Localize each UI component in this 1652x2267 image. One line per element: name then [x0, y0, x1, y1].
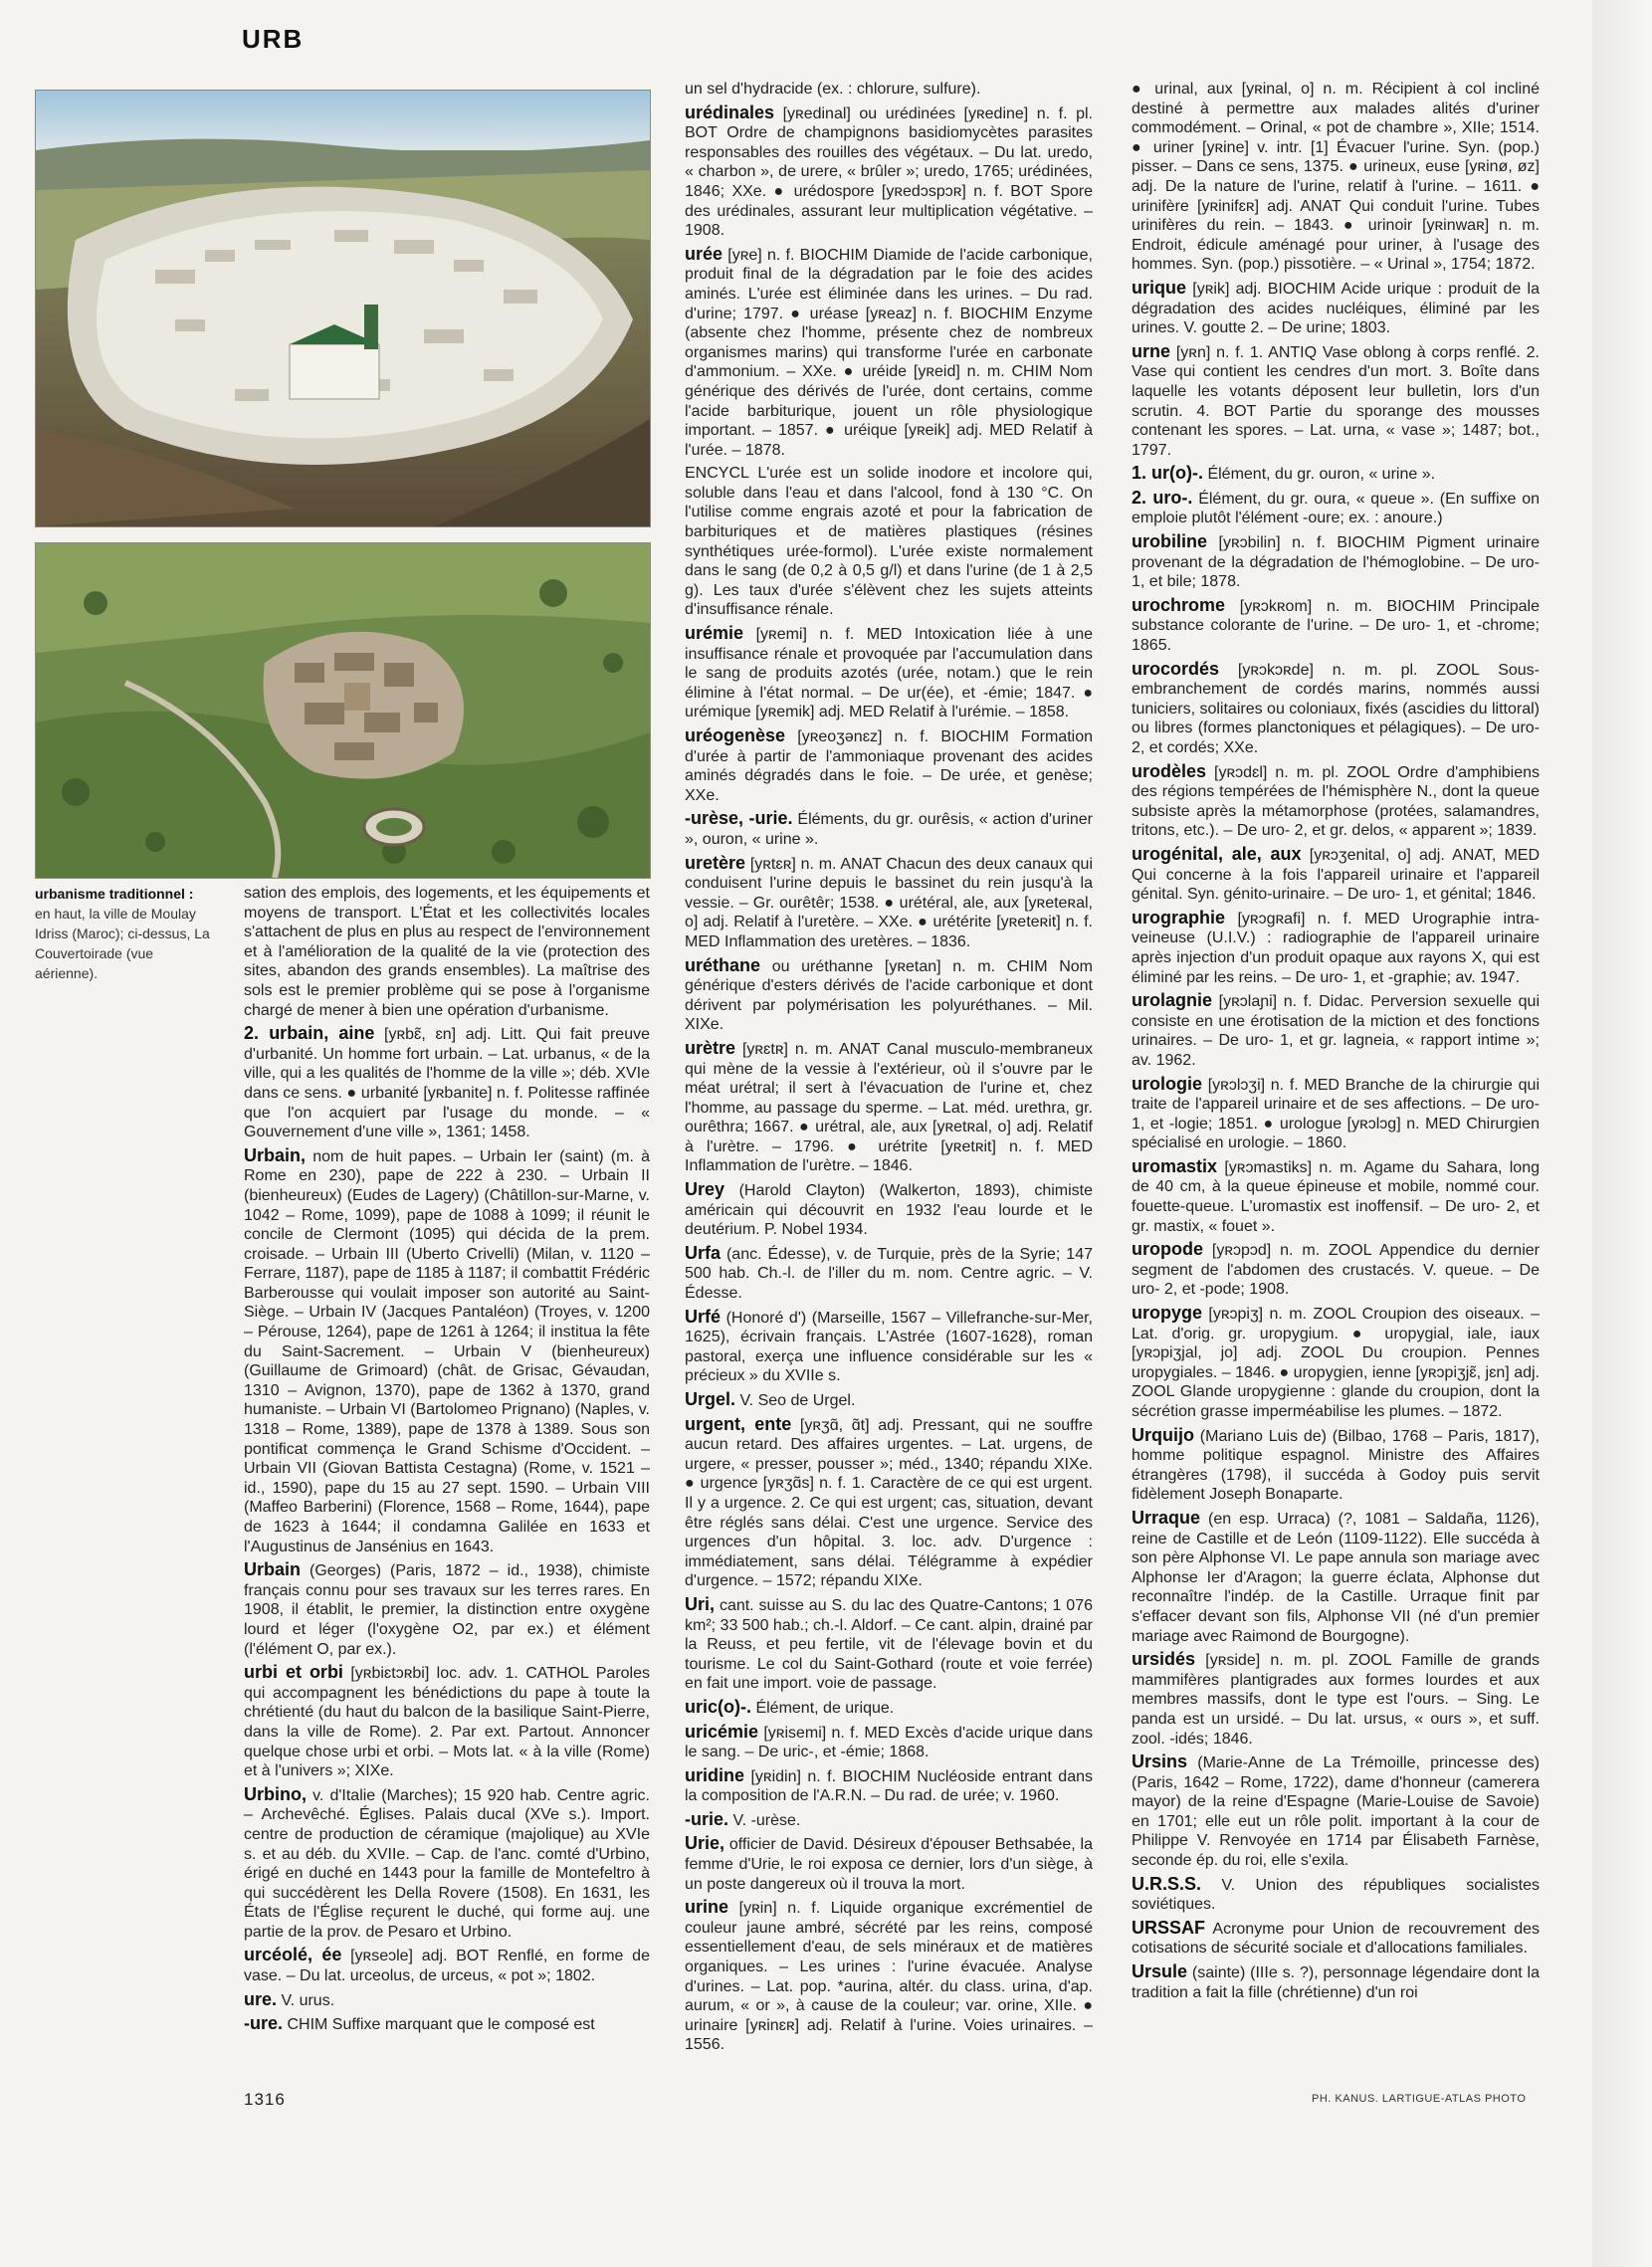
entry-definition: V. urus.	[281, 1991, 335, 2009]
dictionary-entry	[1132, 1509, 1540, 1646]
dictionary-entry	[685, 80, 1093, 100]
entry-definition: Élément, du gr. ouron, « urine ».	[1207, 466, 1436, 484]
entry-headword: uréthane	[685, 954, 761, 975]
dictionary-entry	[685, 809, 1093, 849]
entry-definition: [yʀbiɛtɔʀbi] loc. adv. 1. CATHOL Paroles qui accompagnent les bénédictions du pape à toute la chrétienté (du haut du balcon de la basilique Saint-Pierre, dans la ville de Rome). 2. Par ext. Partout. Annoncer quelque chose urbi et orbi. – Mots lat. « à la ville (Rome) et à l'univers »; XIXe.	[244, 1665, 650, 1780]
entry-headword: urogénital, ale, aux	[1132, 843, 1302, 864]
dictionary-entry	[244, 1560, 650, 1659]
entry-definition: CHIM Suffixe marquant que le composé est	[287, 2016, 595, 2034]
dictionary-entry	[1132, 464, 1540, 485]
caption-title: urbanisme traditionnel :	[35, 886, 194, 902]
dictionary-entry	[1132, 1962, 1540, 2002]
column-3	[1132, 80, 1540, 2006]
entry-headword: uretère	[685, 852, 746, 873]
entry-headword: urcéolé, ée	[244, 1945, 342, 1965]
entry-headword: Urgel.	[685, 1389, 736, 1409]
entry-headword: 2. urbain, aine	[244, 1023, 375, 1044]
dictionary-entry	[685, 624, 1093, 722]
entry-definition: [yʀside] n. m. pl. ZOOL Famille de grands mammifères plantigrades aux formes lourdes et aux membres massifs, dont le type est l'ours. – Sing. Le panda est un ursidé. – Du lat. ursus, « ours », et suff. zool. -idés; 1846.	[1132, 1652, 1540, 1748]
dictionary-entry	[685, 1810, 1093, 1831]
entry-headword: uromastix	[1132, 1155, 1218, 1176]
entry-headword: -ure.	[244, 2013, 284, 2034]
dictionary-entry	[1132, 532, 1540, 592]
entry-definition: (sainte) (IIIe s. ?), personnage légendaire dont la tradition a fait la fille (chrétienne) d'un roi	[1132, 1964, 1540, 2001]
dictionary-entry	[685, 1415, 1093, 1591]
dictionary-entry	[244, 884, 650, 1020]
entry-headword: uropode	[1132, 1239, 1203, 1260]
entry-definition: [yʀemi] n. f. MED Intoxication liée à une insuffisance rénale et provoquée par l'accumulation dans le sang de produits azotés (urée, notam.) que le rein élimine à l'état normal. – De ur(ée), et -émie; 1847. ● urémique [yʀemik] adj. MED Relatif à l'urémie. – 1858.	[685, 626, 1093, 721]
entry-definition: [yʀn] n. f. 1. ANTIQ Vase oblong à corps renflé. 2. Vase qui contient les cendres d'un mort. 3. Boîte dans laquelle les votants déposent leur bulletin, lors d'un scrutin. 4. BOT Partie du sporange des mousses contenant les spores. – Lat. urna, « vase »; 1487; bot., 1797.	[1132, 343, 1541, 459]
entry-headword: U.R.S.S.	[1132, 1873, 1202, 1894]
entry-headword: -urie.	[685, 1808, 729, 1829]
entry-definition: Éléments, du gr. ourêsis, « action d'uriner », ouron, « urine ».	[685, 811, 1093, 848]
entry-definition: v. d'Italie (Marches); 15 920 hab. Centre agric. – Archevêché. Églises. Palais ducal (XVe s.). Import. centre de production de céramique (majolique) au XVIe s. et au déb. du XVIIe. – Cap. de l'anc. comté d'Urbino, érigé en duché en 1443 pour la famille de Montefeltro à qui succédèrent les Della Rovere (1508). En 1631, les États de l'Église reçurent le duché, qui forme auj. une partie de la prov. de Pesaro et Urbino.	[244, 1786, 650, 1941]
dictionary-entry	[685, 103, 1093, 241]
entry-headword: urologie	[1132, 1073, 1202, 1094]
entry-definition: [yʀʒɑ̃, ɑ̃t] adj. Pressant, qui ne souffre aucun retard. Des affaires urgentes. – Lat. urgens, de urgere, « presser, pousser »; méd., 1340; répandu XIXe. ● urgence [yʀʒɑ̃s] n. f. 1. Caractère de ce qui est urgent. Il y a urgence. 2. Ce qui est urgent; cas, situation, devant être réglés sans délai. C'est une urgence. Service des urgences d'un hôpital. 3. loc. adv. D'urgence : immédiatement, sans délai. Télégramme à expédier d'urgence. – 1572; répandu XIXe.	[685, 1416, 1093, 1590]
entry-definition: Élément, du gr. oura, « queue ». (En suffixe on emploie plutôt l'élément -oure; ex. : anoure.)	[1132, 490, 1540, 527]
entry-definition: ou uréthanne [yʀetan] n. m. CHIM Nom générique d'esters dérivés de l'acide carbonique et dont dérivent par polymérisation les polyuréthanes. – Mil. XIXe.	[685, 957, 1093, 1034]
entry-headword: urbi et orbi	[244, 1662, 343, 1683]
entry-definition: [yʀedinal] ou urédinées [yʀedine] n. f. pl. BOT Ordre de champignons basidiomycètes parasites responsables des rouilles des végétaux. – Du lat. uredo, « charbon », de urere, « brûler »; uredo, 1765; urédinées, 1846; XXe. ● urédospore [yʀedɔspɔʀ] n. f. BOT Spore des urédinales, assurant leur multiplication végétative. – 1908.	[685, 104, 1093, 240]
entry-headword: Urbain	[244, 1559, 302, 1580]
entry-definition: [yʀɔkɔʀde] n. m. pl. ZOOL Sous-embranchement de cordés marins, nommés aussi tuniciers, solitaires ou coloniaux, fixés (ascidies du littoral) ou libres (formes planctoniques et pélagiques). – De uro- 2, et cordés; XXe.	[1132, 661, 1540, 756]
dictionary-entry	[685, 1039, 1093, 1176]
dictionary-entry	[244, 1663, 650, 1781]
caption-text: en haut, la ville de Moulay Idriss (Maroc); ci-dessus, La Couvertoirade (vue aérienne).	[35, 906, 210, 981]
dictionary-entry	[244, 1024, 650, 1142]
entry-headword: urémie	[685, 623, 744, 644]
entry-headword: Urbino,	[244, 1783, 307, 1804]
entry-definition: (anc. Édesse), v. de Turquie, près de la Syrie; 147 500 hab. Ch.-l. de l'iller du m. nom. Centre agric. – V. Édesse.	[685, 1245, 1093, 1303]
entry-headword: URSSAF	[1132, 1917, 1206, 1938]
dictionary-entry	[1132, 1426, 1540, 1505]
entry-definition: Acronyme pour Union de recouvrement des cotisations de sécurité sociale et d'allocations familiales.	[1132, 1920, 1540, 1958]
entry-definition: un sel d'hydracide (ex. : chlorure, sulfure).	[685, 81, 981, 98]
entry-headword: uréogenèse	[685, 725, 786, 745]
entry-headword: uridine	[685, 1764, 745, 1785]
entry-headword: urine	[685, 1897, 729, 1918]
entry-headword: Urfé	[685, 1306, 722, 1327]
entry-headword: urolagnie	[1132, 990, 1213, 1011]
dictionary-entry	[685, 1834, 1093, 1894]
entry-headword: 1. ur(o)-.	[1132, 463, 1203, 484]
entry-definition: officier de David. Désireux d'épouser Bethsabée, la femme d'Urie, le roi exposa ce dernier, lors d'un siège, à un poste dangereux où il trouva la mort.	[685, 1836, 1093, 1893]
entry-headword: urobiline	[1132, 531, 1207, 552]
dictionary-entry	[1132, 1875, 1540, 1915]
entry-headword: urochrome	[1132, 594, 1226, 615]
entry-definition: cant. suisse au S. du lac des Quatre-Cantons; 1 076 km²; 33 500 hab.; ch.-l. Aldorf. – Ce cant. alpin, drainé par la Reuss, et peu fertile, vit de l'élevage bovin et du tourisme. Le col du Saint-Gothard (route et voie ferrée) en fait une import. voie de passage.	[685, 1596, 1093, 1693]
entry-headword: urgent, ente	[685, 1413, 792, 1434]
dictionary-entry	[685, 1698, 1093, 1719]
column-1	[244, 884, 650, 2039]
dictionary-entry	[685, 1390, 1093, 1411]
entry-definition: [yʀik] adj. BIOCHIM Acide urique : produit de la dégradation des acides nucléiques, éliminé par les urines. V. goutte 2. – De urine; 1803.	[1132, 280, 1540, 337]
entry-headword: Urie,	[685, 1833, 725, 1854]
entry-headword: ure.	[244, 1988, 278, 2009]
photo-credit: PH. KANUS. LARTIGUE-ATLAS PHOTO	[1312, 2093, 1527, 2105]
entry-definition: V. Seo de Urgel.	[739, 1392, 856, 1409]
dictionary-entry	[1132, 342, 1540, 461]
dictionary-entry	[685, 854, 1093, 952]
dictionary-entry	[244, 1146, 650, 1556]
dictionary-entry	[1132, 1752, 1540, 1871]
entry-headword: uricémie	[685, 1721, 759, 1742]
dictionary-entry	[685, 726, 1093, 805]
dictionary-entry	[685, 1595, 1093, 1694]
entry-definition: [yʀɔmastiks] n. m. Agame du Sahara, long de 40 cm, à la queue épineuse et mobile, nommé cour. fouette-queue. L'uromastix est inoffensif. – De uro- 2, et gr. mastix, « fouet ».	[1132, 1158, 1540, 1235]
photo-la-couvertoirade	[35, 542, 651, 879]
dictionary-entry	[244, 1946, 650, 1985]
entry-headword: Urfa	[685, 1242, 722, 1263]
entry-definition: [yʀisemi] n. f. MED Excès d'acide urique dans le sang. – De uric-, et -émie; 1868.	[685, 1724, 1093, 1761]
entry-headword: -urèse, -urie.	[685, 808, 793, 829]
entry-headword: ursidés	[1132, 1649, 1196, 1670]
dictionary-entry	[1132, 660, 1540, 758]
entry-headword: urocordés	[1132, 658, 1220, 679]
entry-headword: Urey	[685, 1179, 725, 1200]
entry-definition: [yʀseɔle] adj. BOT Renflé, en forme de vase. – Du lat. urceolus, de urceus, « pot »; 1802.	[244, 1948, 650, 1985]
entry-headword: Urquijo	[1132, 1424, 1194, 1445]
running-head: URB	[242, 24, 305, 54]
entry-definition: [yʀɔkʀom] n. m. BIOCHIM Principale substance colorante de l'urine. – De uro- 1, et -chrome; 1865.	[1132, 597, 1541, 655]
dictionary-entry	[1132, 1240, 1540, 1300]
entry-definition: ● urinal, aux [yʀinal, o] n. m. Récipient à col incliné destiné à permettre aux malades alités d'uriner commodément. – Orinal, « pot de chambre », XIIe; 1514. ● uriner [yʀine] v. intr. [1] Évacuer l'urine. Syn. (pop.) pisser. – Dans ce sens, 1375. ● urineux, euse [yʀinø, øz] adj. De la nature de l'urine, relatif à l'urine. – 1611. ● urinifère [yʀinifɛʀ] adj. ANAT Qui conduit l'urine. Tubes urinifères du rein. – 1843. ● urinoir [yʀinwaʀ] n. m. Endroit, édicule aménagé pour uriner, à l'usage des hommes. Syn. (pop.) pissotière. – « Urinal », 1754; 1872.	[1132, 81, 1540, 274]
entry-definition: (Mariano Luis de) (Bilbao, 1768 – Paris, 1817), homme politique espagnol. Ministre des Affaires étrangères (1798), il succéda à Godoy puis servit fidèlement Joseph Bonaparte.	[1132, 1427, 1540, 1504]
entry-definition: (Georges) (Paris, 1872 – id., 1938), chimiste français connu pour ses travaux sur les terres rares. En 1908, il établit, le premier, la distinction entre oxygène lourd et léger (l'oxygène O2, par ex.) et élément (l'élément O, par ex.).	[244, 1562, 650, 1658]
entry-headword: Ursins	[1132, 1752, 1188, 1772]
entry-definition: V. -urèse.	[732, 1811, 801, 1829]
entry-headword: urique	[1132, 277, 1187, 298]
dictionary-entry	[1132, 909, 1540, 987]
dictionary-entry	[685, 1723, 1093, 1762]
entry-headword: uropyge	[1132, 1303, 1203, 1324]
dictionary-entry	[685, 1898, 1093, 2055]
entry-definition: [yʀɛtʀ] n. m. ANAT Canal musculo-membraneux qui mène de la vessie à l'extérieur, où il s'ouvre par le méat urétral; il sert à l'évacuation de l'urine et, chez l'homme, au passage du sperme. – Lat. méd. urethra, gr. ourêthra; 1667. ● urétral, ale, aux [yʀetʀal, o] adj. Relatif à l'urètre. – 1796. ● urétrite [yʀetʀit] n. f. MED Inflammation de l'urètre. – 1846.	[685, 1040, 1093, 1175]
dictionary-entry	[244, 2014, 650, 2035]
entry-definition: nom de huit papes. – Urbain Ier (saint) (m. à Rome en 230), pape de 222 à 230. – Urbain II (bienheureux) (Eudes de Lagery) (Châtillon-sur-Marne, v. 1042 – Rome, 1099), pape de 1088 à 1099; il réunit le concile de Clermont (1095) qui décida de la prem. croisade. – Urbain III (Uberto Crivelli) (Milan, v. 1120 – Ferrare, 1187), pape de 1185 à 1187; il combattit Frédéric Barberousse qui voulait imposer son autorité au Saint-Siège. – Urbain IV (Jacques Pantaléon) (Troyes, v. 1200 – Pérouse, 1264), pape de 1261 à 1264; il institua la fête du Saint-Sacrement. – Urbain V (bienheureux) (Guillaume de Grimoard) (chât. de Grisac, Gévaudan, 1310 – Avignon, 1370), pape de 1362 à 1370, grand humaniste. – Urbain VI (Bartolomeo Prignano) (Naples, v. 1318 – Rome, 1389), pape de 1378 à 1389. Sous son pontificat commença le Grand Schisme d'Occident. – Urbain VII (Giovan Battista Cestagna) (Rome, v. 1521 – id., 1590), pape du 15 au 27 sept. 1590. – Urbain VIII (Maffeo Barberini) (Florence, 1568 – Rome, 1644), pape de 1623 à 1644; il condamna Galilée en 1633 et l'Augustinus de Jansénius en 1643.	[244, 1147, 651, 1555]
dictionary-entry	[1132, 489, 1540, 528]
entry-definition: (Marie-Anne de La Trémoille, princesse des) (Paris, 1642 – Rome, 1722), dame d'honneur (camerera mayor) de la reine d'Espagne (Marie-Louise de Savoie) en 1701; elle eut un rôle polit. important à la cour de Philippe V. Renvoyée en 1714 par Élisabeth Farnèse, seconde ép. du roi, elle s'exila.	[1132, 1754, 1540, 1870]
page-edge	[1592, 0, 1652, 2267]
entry-definition: [yʀɔlɔʒi] n. f. MED Branche de la chirurgie qui traite de l'appareil urinaire et de ses affections. – De uro- 1, et -logie; 1851. ● urologue [yʀɔlɔg] n. MED Chirurgien spécialisé en urologie. – 1860.	[1132, 1076, 1540, 1152]
entry-definition: [yʀbɛ̃, ɛn] adj. Litt. Qui fait preuve d'urbanité. Un homme fort urbain. – Lat. urbanus, « de la ville, qui a les qualités de l'homme de la ville »; déb. XVIe dans ce sens. ● urbanité [yʀbanite] n. f. Politesse raffinée que l'on acquiert par l'usage du monde. – « Gouvernement d'une ville », 1361; 1458.	[244, 1026, 650, 1141]
entry-headword: uric(o)-.	[685, 1696, 751, 1717]
entry-definition: [yʀɔlaɲi] n. f. Didac. Perversion sexuelle qui consiste en une érotisation de la miction et des fonctions urinaires. – De uro- 1, et gr. lagneia, « rapport intime »; av. 1962.	[1132, 993, 1541, 1069]
entry-headword: Uri,	[685, 1593, 716, 1614]
entry-definition: [yʀe] n. f. BIOCHIM Diamide de l'acide carbonique, produit final de la dégradation par le foie des acides aminés. L'urée est éliminée dans les urines. – Du rad. d'urine; 1797. ● uréase [yʀeaz] n. f. BIOCHIM Enzyme (absente chez l'homme, présente chez de nombreux organismes marins) qui transforme l'urée en carbonate d'ammonium. – XXe. ● uréide [yʀeid] n. m. CHIM Nom générique des dérivés de l'urée, dont certains, comme l'acide barbiturique, jouent un rôle physiologique important. – 1857. ● uréique [yʀeik] adj. MED Relatif à l'urée. – 1878.	[685, 246, 1093, 459]
entry-headword: urètre	[685, 1037, 736, 1058]
entry-definition: (Harold Clayton) (Walkerton, 1893), chimiste américain qui découvrit en 1932 l'eau lourde et le deutérium. P. Nobel 1934.	[685, 1182, 1093, 1239]
dictionary-entry	[1132, 762, 1540, 841]
dictionary-entry	[1132, 80, 1540, 275]
dictionary-entry	[685, 464, 1093, 620]
entry-definition: [yʀɔgʀafi] n. f. MED Urographie intra-veineuse (U.I.V.) : radiographie de l'appareil urinaire après injection d'un produit opaque aux rayons X, qui est éliminé par les reins. – De uro- 1, et -graphie; av. 1947.	[1132, 910, 1541, 986]
entry-definition: [yʀɔpɔd] n. m. ZOOL Appendice du dernier segment de l'abdomen des crustacés. V. queue. – De uro- 2, et -pode; 1908.	[1132, 1242, 1540, 1299]
entry-headword: Urraque	[1132, 1507, 1201, 1528]
dictionary-entry	[1132, 1650, 1540, 1749]
entry-definition: [yʀeoʒənɛz] n. f. BIOCHIM Formation d'urée à partir de l'ammoniaque provenant des acides aminés dégradés dans le foie. – De urée, et genèse; XXe.	[685, 728, 1094, 804]
page-number: 1316	[244, 2090, 286, 2109]
entry-definition: Élément, de urique.	[755, 1699, 895, 1717]
entry-headword: Ursule	[1132, 1961, 1188, 1982]
entry-definition: (en esp. Urraca) (?, 1081 – Saldaña, 1126), reine de Castille et de León (1109-1122). Elle succéda à son père Alphonse VI. Le pape annula son mariage avec Alphonse Ier d'Aragon; la guerre éclata, Alphonse dut reconnaître l'indép. de la Castille. Urraque finit par s'effacer devant son fils, Alphonse VII (né d'un premier mariage avec Raimond de Bourgogne).	[1132, 1510, 1540, 1645]
column-2	[685, 80, 1093, 2059]
entry-definition: [yʀɔpiʒ] n. m. ZOOL Croupion des oiseaux. – Lat. d'orig. gr. uropygium. ● uropygial, iale, iaux [yʀɔpiʒjal, jo] adj. ZOOL Du croupion. Pennes uropygiales. – 1846. ● uropygien, ienne [yʀɔpiʒjɛ̃, jɛn] adj. ZOOL Glande uropygienne : glande du croupion, dont la sécrétion grasse imperméabilise les plumes. – 1872.	[1132, 1306, 1540, 1420]
dictionary-entry	[244, 1785, 650, 1943]
dictionary-entry	[685, 1244, 1093, 1304]
photo-caption	[35, 884, 214, 983]
dictionary-entry	[685, 245, 1093, 461]
dictionary-entry	[685, 1308, 1093, 1386]
dictionary-entry	[1132, 845, 1540, 905]
entry-definition: [yʀɔdɛl] n. m. pl. ZOOL Ordre d'amphibiens des régions tempérées de l'hémisphère N., dont la queue subsiste après la métamorphose (protées, salamandres, tritons, etc.). – De uro- 2, et gr. delos, « apparent »; 1839.	[1132, 763, 1540, 840]
entry-definition: (Honoré d') (Marseille, 1567 – Villefranche-sur-Mer, 1625), écrivain français. L'Astrée (1607-1628), roman pastoral, exerça une influence considérable sur les « précieux » du XVIIe s.	[685, 1309, 1094, 1385]
entry-definition: [yʀɔʒenital, o] adj. ANAT, MED Qui concerne à la fois l'appareil urinaire et l'appareil génital. Syn. génito-urinaire. – De uro- 1, et génital; 1846.	[1132, 846, 1541, 904]
entry-definition: [yʀin] n. f. Liquide organique excrémentiel de couleur jaune ambré, sécrété par les reins, composé essentiellement d'eau, de sels minéraux et de matières organiques. – Les urines : l'urine évacuée. Analyse d'urines. – Lat. pop. *aurina, altér. du class. urina, d'ap. aurum, « or », à cause de la couleur; var. orine, XIIe. ● urinaire [yʀinɛʀ] adj. Relatif à l'urine. Voies urinaires. – 1556.	[685, 1900, 1093, 2054]
dictionary-entry	[685, 1766, 1093, 1806]
dictionary-entry	[685, 956, 1093, 1035]
dictionary-entry	[685, 1180, 1093, 1240]
dictionary-entry	[1132, 1157, 1540, 1236]
entry-definition: [yʀɔbilin] n. f. BIOCHIM Pigment urinaire provenant de la dégradation de l'hémoglobine. – De uro- 1, et bile; 1878.	[1132, 534, 1540, 591]
entry-definition: [yʀidin] n. f. BIOCHIM Nucléoside entrant dans la composition de l'A.R.N. – Du rad. de urée; v. 1960.	[685, 1767, 1093, 1805]
dictionary-entry	[1132, 1304, 1540, 1422]
dictionary-entry	[1132, 596, 1540, 656]
entry-headword: urne	[1132, 340, 1171, 361]
entry-headword: urédinales	[685, 102, 775, 122]
dictionary-entry	[1132, 279, 1540, 338]
entry-headword: Urbain,	[244, 1144, 307, 1165]
entry-definition: ENCYCL L'urée est un solide inodore et incolore qui, soluble dans l'eau et dans l'alcool, fond à 130 °C. On l'utilise comme engrais azoté et pour la fabrication de barbituriques et de matières plastiques (résines synthétiques urée-formol). L'urée existe normalement dans le sang (de 0,2 à 0,5 g/l) et dans l'urine (de 1 à 2,5 g). Les taux d'urée s'élèvent chez les sujets atteints d'insuffisance rénale.	[685, 465, 1093, 619]
dictionary-entry	[1132, 991, 1540, 1070]
dictionary-entry	[244, 1990, 650, 2011]
entry-definition: sation des emplois, des logements, et les équipements et moyens de transport. L'État et les collectivités locales s'attachent de plus en plus au respect de l'environnement et à l'amélioration de la qualité de la vie (protection des sites, abandon des grands ensembles). La maîtrise des sols est le premier problème qui se pose à l'organisme chargé de mener à bien une opération d'urbanisme.	[244, 885, 650, 1019]
photo-moulay-idriss	[35, 90, 651, 527]
dictionary-entry	[1132, 1919, 1540, 1958]
dictionary-entry	[1132, 1075, 1540, 1153]
entry-headword: urographie	[1132, 907, 1226, 927]
entry-definition: V. Union des républiques socialistes soviétiques.	[1132, 1876, 1541, 1914]
entry-headword: urodèles	[1132, 760, 1207, 781]
entry-headword: 2. uro-.	[1132, 487, 1193, 508]
entry-headword: urée	[685, 243, 723, 264]
entry-definition: [yʀtɛʀ] n. m. ANAT Chacun des deux canaux qui conduisent l'urine depuis le bassinet du rein jusqu'à la vessie. – Gr. ourêtêr; 1538. ● urétéral, ale, aux [yʀeteʀal, o] adj. Relatif à l'uretère. – XXe. ● urétérite [yʀeteʀit] n. f. MED Inflammation des uretères. – 1836.	[685, 855, 1094, 950]
